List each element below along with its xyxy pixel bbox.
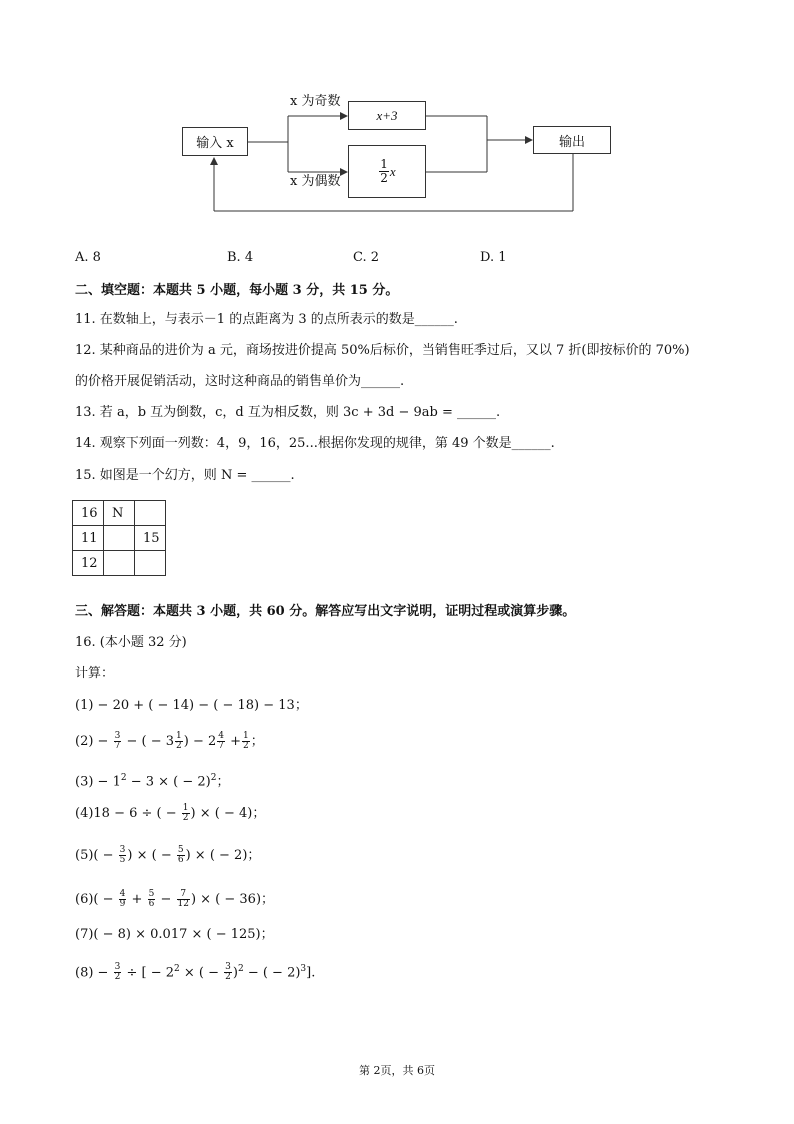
magic-cell: 12 bbox=[73, 551, 104, 576]
numerator: 4 bbox=[218, 731, 224, 741]
numerator: 3 bbox=[225, 962, 231, 973]
calc-item-4 bbox=[75, 804, 265, 823]
flow-odd-expr: x+3 bbox=[376, 107, 398, 123]
numerator: 1 bbox=[243, 731, 249, 741]
calc-text: ) × ( − 2)； bbox=[185, 848, 261, 863]
flow-even-box bbox=[348, 145, 426, 198]
denominator: 6 bbox=[177, 855, 184, 865]
flow-even-var: x bbox=[389, 163, 396, 179]
option-b: B. 4 bbox=[227, 250, 254, 265]
question-16-title: 16. (本小题 32 分) bbox=[75, 635, 187, 650]
denominator: 9 bbox=[119, 899, 126, 909]
flow-even-fraction bbox=[379, 158, 389, 185]
exponent: 2 bbox=[174, 964, 180, 974]
calc-text: ) bbox=[232, 965, 238, 981]
question-12-line1: 12. 某种商品的进价为 a 元，商场按进价提高 50%后标价，当销售旺季过后，又以 7 折(即按标价的 70%) bbox=[75, 343, 690, 358]
denominator: 12 bbox=[177, 899, 189, 909]
exponent: 3 bbox=[300, 964, 307, 974]
numerator: 5 bbox=[177, 845, 184, 855]
calc-text: ； bbox=[216, 774, 230, 790]
calc-text: − 3 × ( − 2) bbox=[126, 774, 211, 790]
magic-square bbox=[72, 500, 166, 576]
flow-odd-label: x 为奇数 bbox=[290, 94, 341, 109]
question-12-line2: 的价格开展促销活动，这时这种商品的销售单价为______. bbox=[75, 374, 405, 389]
question-13: 13. 若 a，b 互为倒数，c，d 互为相反数，则 3c + 3d − 9ab = ______. bbox=[75, 405, 501, 420]
flow-input-box bbox=[182, 127, 248, 156]
numerator: 7 bbox=[177, 890, 190, 900]
calc-text: − ( − 3 bbox=[126, 734, 174, 749]
flow-output-box bbox=[533, 126, 611, 154]
numerator: 4 bbox=[119, 889, 126, 899]
calc-text: (5)( − bbox=[75, 848, 114, 863]
numerator: 3 bbox=[119, 845, 126, 855]
magic-square-row bbox=[73, 526, 166, 551]
denominator: 2 bbox=[176, 741, 182, 751]
denominator: 7 bbox=[114, 741, 121, 751]
flow-even-denominator: 2 bbox=[380, 171, 388, 185]
calc-item-3 bbox=[75, 769, 230, 791]
fraction bbox=[148, 890, 156, 909]
denominator: 2 bbox=[182, 813, 189, 823]
section3-title: 三、解答题：本题共 3 小题，共 60 分。解答应写出文字说明，证明过程或演算步骤。 bbox=[75, 604, 576, 619]
exponent: 2 bbox=[120, 773, 127, 783]
calc-text: × ( − bbox=[179, 965, 219, 981]
numerator: 5 bbox=[148, 889, 155, 899]
calc-item-8 bbox=[75, 960, 315, 982]
numerator: 3 bbox=[114, 962, 121, 973]
magic-cell: 16 bbox=[73, 501, 104, 526]
calc-item-5 bbox=[75, 846, 260, 865]
calc-item-1: (1) − 20 + ( − 14) − ( − 18) − 13； bbox=[75, 698, 308, 713]
calc-text: (8) − bbox=[75, 965, 109, 981]
denominator: 2 bbox=[225, 972, 231, 983]
flow-even-label: x 为偶数 bbox=[290, 174, 341, 189]
calc-text: + bbox=[230, 734, 242, 749]
fraction bbox=[119, 846, 127, 865]
magic-square-row bbox=[73, 551, 166, 576]
calc-text: + bbox=[131, 892, 143, 907]
flow-odd-box bbox=[348, 101, 426, 130]
fraction bbox=[182, 804, 190, 823]
numerator: 1 bbox=[182, 803, 189, 813]
magic-cell bbox=[104, 526, 135, 551]
denominator: 7 bbox=[218, 741, 224, 751]
magic-square-row bbox=[73, 501, 166, 526]
magic-cell: 15 bbox=[135, 526, 166, 551]
exponent: 2 bbox=[210, 773, 217, 783]
calc-text: (2) − bbox=[75, 734, 109, 749]
fraction bbox=[224, 963, 232, 982]
question-16-calc: 计算： bbox=[75, 666, 115, 681]
calc-text: − ( − 2) bbox=[243, 965, 301, 981]
magic-cell bbox=[104, 551, 135, 576]
magic-cell: 11 bbox=[73, 526, 104, 551]
denominator: 2 bbox=[243, 741, 249, 751]
fraction bbox=[175, 732, 183, 751]
magic-cell bbox=[135, 551, 166, 576]
fraction bbox=[114, 963, 122, 982]
fraction bbox=[177, 890, 190, 909]
denominator: 6 bbox=[148, 899, 155, 909]
denominator: 5 bbox=[119, 855, 126, 865]
section2-title: 二、填空题：本题共 5 小题，每小题 3 分，共 15 分。 bbox=[75, 283, 399, 298]
calc-text: ； bbox=[250, 734, 264, 749]
exponent: 2 bbox=[237, 964, 244, 974]
flow-even-numerator: 1 bbox=[380, 157, 388, 171]
calc-item-6 bbox=[75, 890, 274, 909]
calc-text: (3) − 1 bbox=[75, 774, 121, 790]
denominator: 2 bbox=[114, 972, 121, 983]
numerator: 3 bbox=[114, 731, 121, 741]
calc-item-7: (7)( − 8) × 0.017 × ( − 125)； bbox=[75, 927, 274, 942]
numerator: 1 bbox=[176, 731, 182, 741]
calc-text: − bbox=[160, 892, 172, 907]
calc-item-2 bbox=[75, 732, 264, 751]
fraction bbox=[217, 732, 225, 751]
calc-text: ÷ [ − 2 bbox=[126, 965, 174, 981]
calc-text: ]. bbox=[306, 965, 316, 981]
option-d: D. 1 bbox=[480, 250, 507, 265]
flow-output-label: 输出 bbox=[558, 134, 585, 150]
page-footer: 第 2页，共 6页 bbox=[359, 1064, 435, 1077]
fraction bbox=[242, 732, 250, 751]
magic-cell bbox=[135, 501, 166, 526]
option-c: C. 2 bbox=[353, 250, 380, 265]
option-a: A. 8 bbox=[75, 250, 101, 265]
fraction bbox=[119, 890, 127, 909]
calc-text: ) × ( − 36)； bbox=[190, 892, 275, 907]
question-11: 11. 在数轴上，与表示－1 的点距离为 3 的点所表示的数是______. bbox=[75, 312, 458, 327]
calc-text: ) − 2 bbox=[183, 734, 217, 749]
flow-input-label: 输入 x bbox=[196, 136, 234, 151]
magic-cell: N bbox=[104, 501, 135, 526]
question-15: 15. 如图是一个幻方，则 N = ______. bbox=[75, 468, 295, 483]
fraction bbox=[177, 846, 185, 865]
fraction bbox=[114, 732, 122, 751]
calc-text: ) × ( − 4)； bbox=[190, 806, 266, 821]
calc-text: (4)18 − 6 ÷ ( − bbox=[75, 806, 177, 821]
calc-text: (6)( − bbox=[75, 892, 114, 907]
question-14: 14. 观察下列面一列数：4，9，16，25...根据你发现的规律，第 49 个数是______. bbox=[75, 436, 555, 451]
calc-text: ) × ( − bbox=[127, 848, 172, 863]
